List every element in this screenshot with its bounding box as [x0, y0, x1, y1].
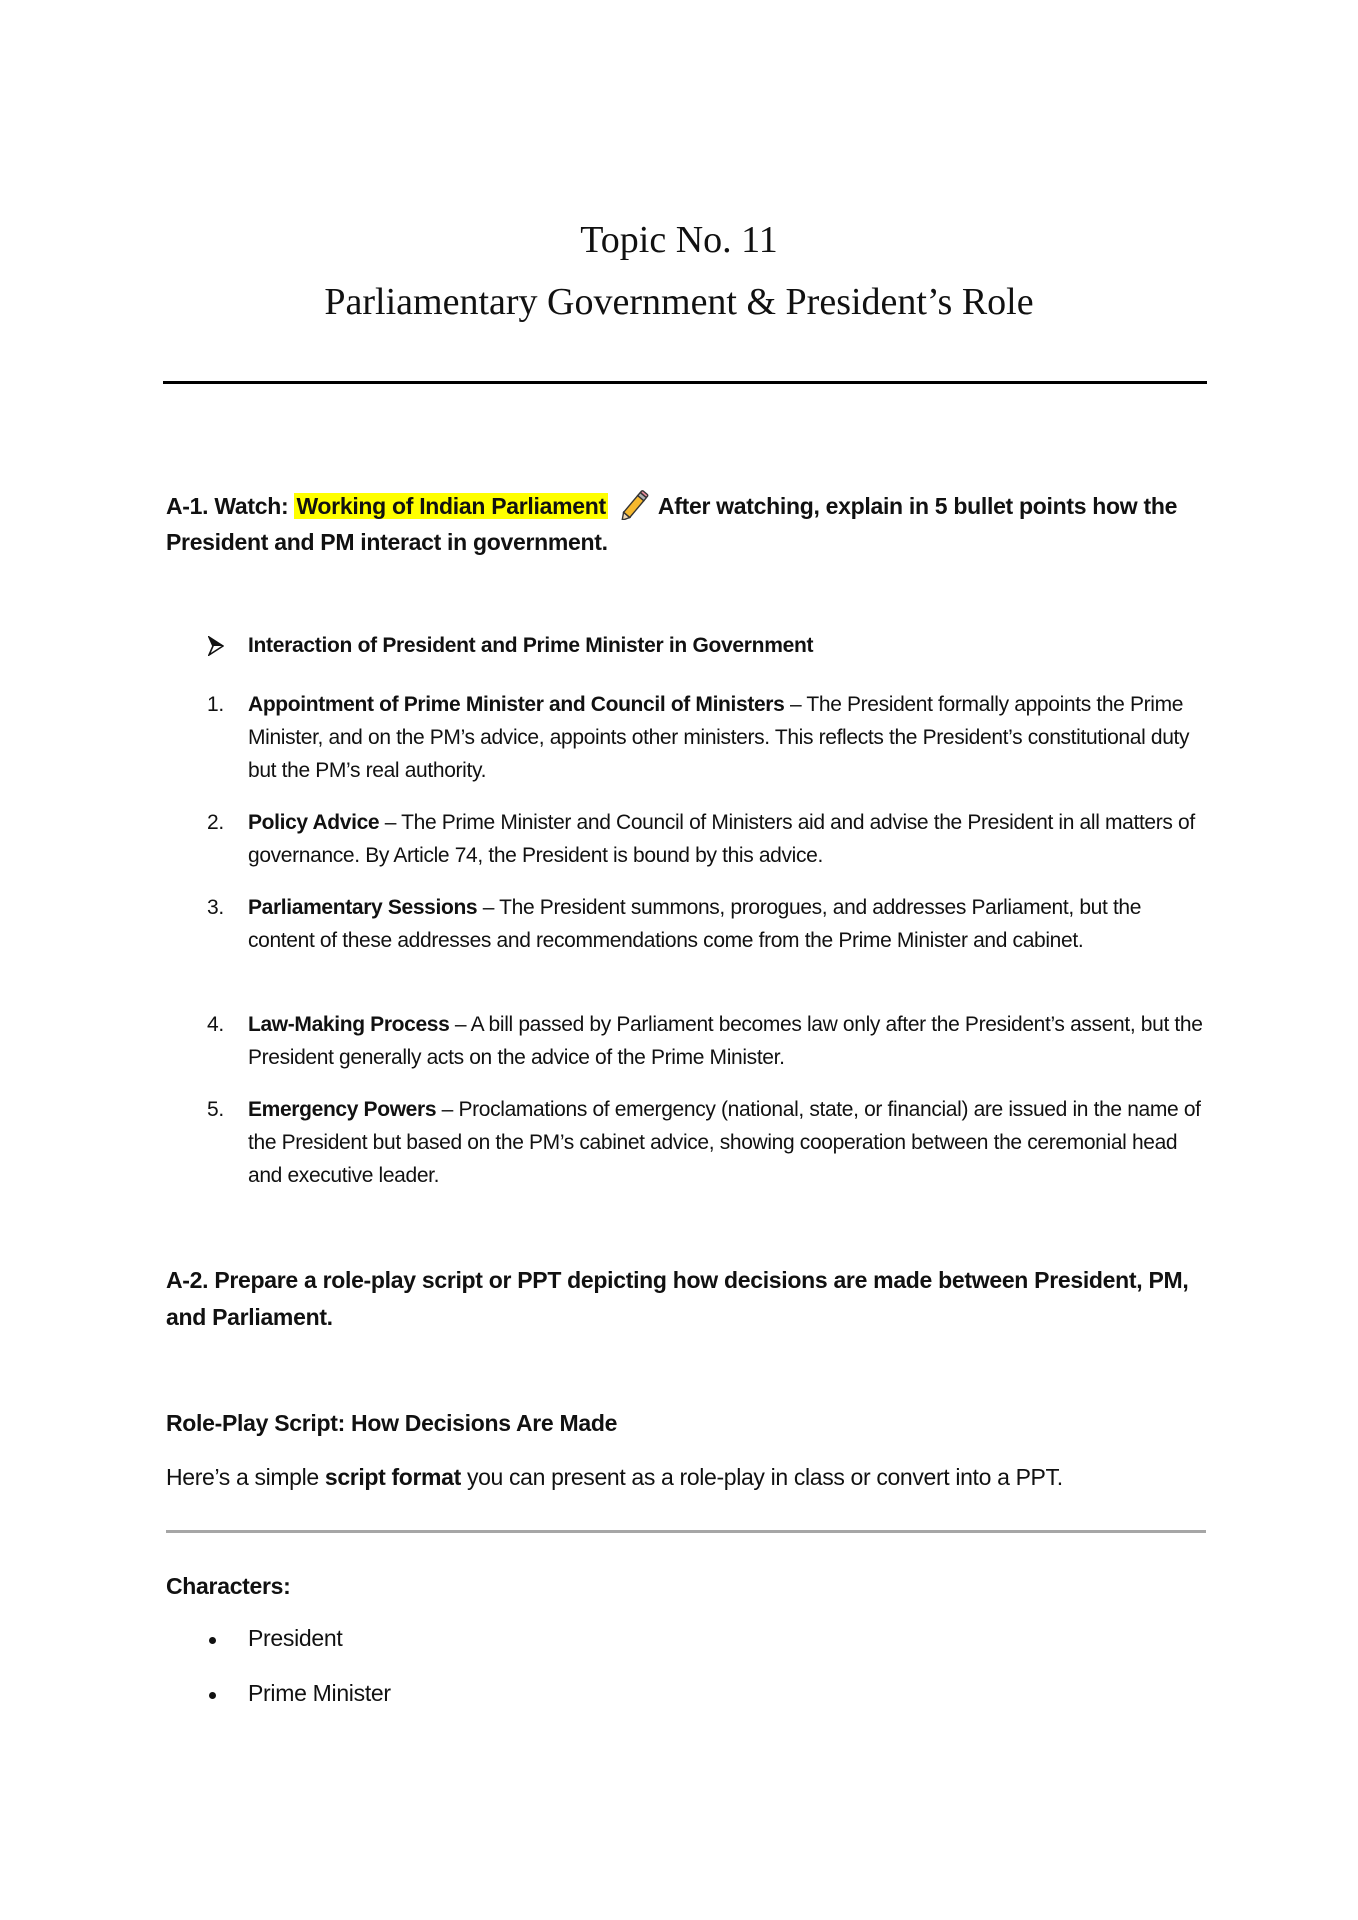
list-item-title: Law-Making Process	[248, 1013, 450, 1036]
role-play-intro-start: Here’s a simple	[166, 1464, 325, 1490]
list-item-text: – The President summons, prorogues, and addresses Parliament, but the content of these addresses and recommendations come from the Prime Minister and cabinet.	[248, 896, 1142, 952]
list-item-number: 2.	[207, 811, 224, 834]
list-item-text: – The Prime Minister and Council of Ministers aid and advise the President in all matters of governance. By Article 74, the President is bound by this advice.	[248, 811, 1195, 867]
role-play-intro-end: you can present as a role-play in class or convert into a PPT.	[460, 1464, 1063, 1490]
role-play-intro	[166, 1464, 1063, 1491]
bullet-dot-icon	[209, 1692, 216, 1699]
question-a1	[166, 488, 1226, 560]
list-item-title: Appointment of Prime Minister and Council of Ministers	[248, 693, 785, 716]
list-item-title: Policy Advice	[248, 811, 380, 834]
bullet-dot-icon	[209, 1637, 216, 1644]
list-item-text: – A bill passed by Parliament becomes law only after the President’s assent, but the President generally acts on the advice of the Prime Minister.	[248, 1013, 1203, 1069]
list-item-text: – The President formally appoints the Prime Minister, and on the PM’s advice, appoints other ministers. This reflects the President’s constitutional duty but the PM’s real authority.	[248, 693, 1190, 782]
question-a2: A-2. Prepare a role-play script or PPT depicting how decisions are made between President, PM, and Parliament.	[166, 1267, 1189, 1330]
interaction-heading: Interaction of President and Prime Minister in Government	[248, 634, 814, 657]
topic-title: Parliamentary Government & President’s Role	[324, 281, 1034, 323]
title-divider	[163, 381, 1207, 384]
arrowhead-bullet-icon	[208, 636, 224, 656]
role-play-title: Role-Play Script: How Decisions Are Made	[166, 1410, 618, 1436]
pencil-icon	[618, 490, 652, 520]
list-item-number: 1.	[207, 693, 224, 716]
list-item-number: 5.	[207, 1098, 224, 1121]
list-item-number: 3.	[207, 896, 224, 919]
list-item-title: Emergency Powers	[248, 1098, 437, 1121]
list-item-title: Parliamentary Sessions	[248, 896, 478, 919]
characters-label: Characters:	[166, 1573, 291, 1599]
list-item-text: – Proclamations of emergency (national, state, or financial) are issued in the name of the President but based on the PM’s cabinet advice, showing cooperation between the ceremonial head and executive leader.	[248, 1098, 1201, 1187]
question-a1-instruction: After watching, explain in 5 bullet points how the President and PM interact in government.	[166, 493, 1178, 555]
character-name: Prime Minister	[248, 1680, 391, 1706]
section-divider	[166, 1530, 1206, 1533]
character-name: President	[248, 1625, 343, 1651]
list-item-number: 4.	[207, 1013, 224, 1036]
question-a1-prefix: A-1. Watch:	[166, 493, 295, 519]
role-play-intro-bold: script format	[324, 1464, 461, 1490]
video-link-working-of-indian-parliament[interactable]: Working of Indian Parliament	[296, 493, 606, 519]
topic-number: Topic No. 11	[580, 219, 778, 261]
